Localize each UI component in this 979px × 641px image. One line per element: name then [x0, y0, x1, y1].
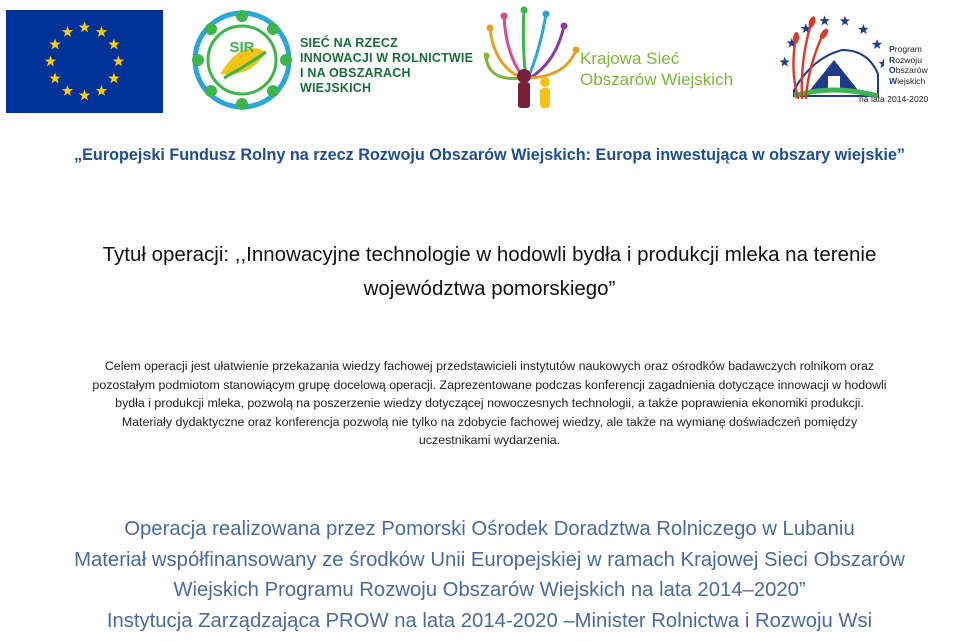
sir-line-2: INNOWACJI W ROLNICTWIE — [300, 51, 474, 65]
fund-heading: „Europejski Fundusz Rolny na rzecz Rozwoju Obszarów Wiejskich: Europa inwestująca w obszary wiejskie” — [73, 146, 905, 164]
sir-badge-text: SIR — [229, 39, 255, 56]
eu-flag-logo — [6, 10, 163, 113]
sir-line-1: SIEĆ NA RZECZ — [300, 36, 398, 50]
ksow-logo-text — [580, 48, 733, 90]
description-line: bydła i produkcji mleka, pozwolą na poszerzenie wiedzy dotyczącej nowoczesnych technologii, a także poprawienia ekonomiki produkcji. — [115, 396, 864, 410]
sir-logo-text — [300, 36, 480, 96]
ksow-line-1: Krajowa Sieć — [580, 49, 680, 68]
prow-years: na lata 2014-2020 — [859, 94, 929, 104]
footer-line: Operacja realizowana przez Pomorski Ośrodek Doradztwa Rolniczego w Lubaniu — [124, 518, 855, 540]
prow-star-icon — [819, 15, 829, 25]
description-line: Materiały dydaktyczne oraz konferencja pozwolą nie tylko na zdobycie fachowej wiedzy, ale także na wymianę doświadczeń pomiędzy — [121, 414, 858, 429]
footer-line: Materiał współfinansowany ze środków Unii Europejskiej w ramach Krajowej Sieci Obszarów — [74, 548, 905, 571]
eu-flag-icon — [6, 10, 163, 113]
ksow-logo — [484, 6, 764, 114]
prow-logo-text — [889, 44, 928, 86]
prow-star-icon — [858, 24, 868, 34]
footer-line: Instytucja Zarządzająca PROW na lata 2014-2020 –Minister Rolnictwa i Rozwoju Wsi — [106, 609, 873, 632]
prow-star-icon — [779, 57, 789, 67]
prow-line-3: Obszarów — [889, 65, 928, 75]
description-line: Celem operacji jest ułatwienie przekazania wiedzy fachowej przedstawicieli instytutów naukowych oraz ośrodków badawczych rolnikom oraz — [104, 359, 875, 373]
prow-line-1: Program — [889, 44, 922, 54]
description-line: uczestnikami wydarzenia. — [418, 433, 561, 447]
prow-line-4: Wiejskich — [889, 75, 926, 86]
prow-star-icon — [872, 39, 882, 49]
sir-logo — [190, 8, 480, 112]
funding-footer — [0, 514, 979, 636]
title-line-1: Tytuł operacji: ,,Innowacyjne technologie w hodowli bydła i produkcji mleka na terenie — [102, 243, 877, 266]
prow-logo — [772, 10, 972, 110]
description-line: pozostałym podmiotom stanowiącym grupę docelową operacji. Zaprezentowane podczas konferencji zagadnienia dotyczące innowacji w hodowli — [92, 377, 887, 392]
ksow-tree-icon — [484, 6, 580, 114]
logo-bar — [0, 0, 979, 118]
ksow-line-2: Obszarów Wiejskich — [580, 70, 734, 89]
operation-description — [20, 357, 959, 450]
prow-line-2: Rozwoju — [889, 54, 922, 65]
prow-star-icon — [878, 58, 884, 68]
sir-line-3: I NA OBSZARACH WIEJSKICH — [300, 66, 411, 95]
footer-line: Wiejskich Programu Rozwoju Obszarów Wiejskich na lata 2014–2020” — [173, 579, 806, 601]
sir-emblem-icon — [190, 8, 294, 112]
title-line-2: województwa pomorskiego” — [363, 277, 616, 300]
operation-title — [20, 238, 959, 306]
prow-star-icon — [840, 16, 850, 26]
